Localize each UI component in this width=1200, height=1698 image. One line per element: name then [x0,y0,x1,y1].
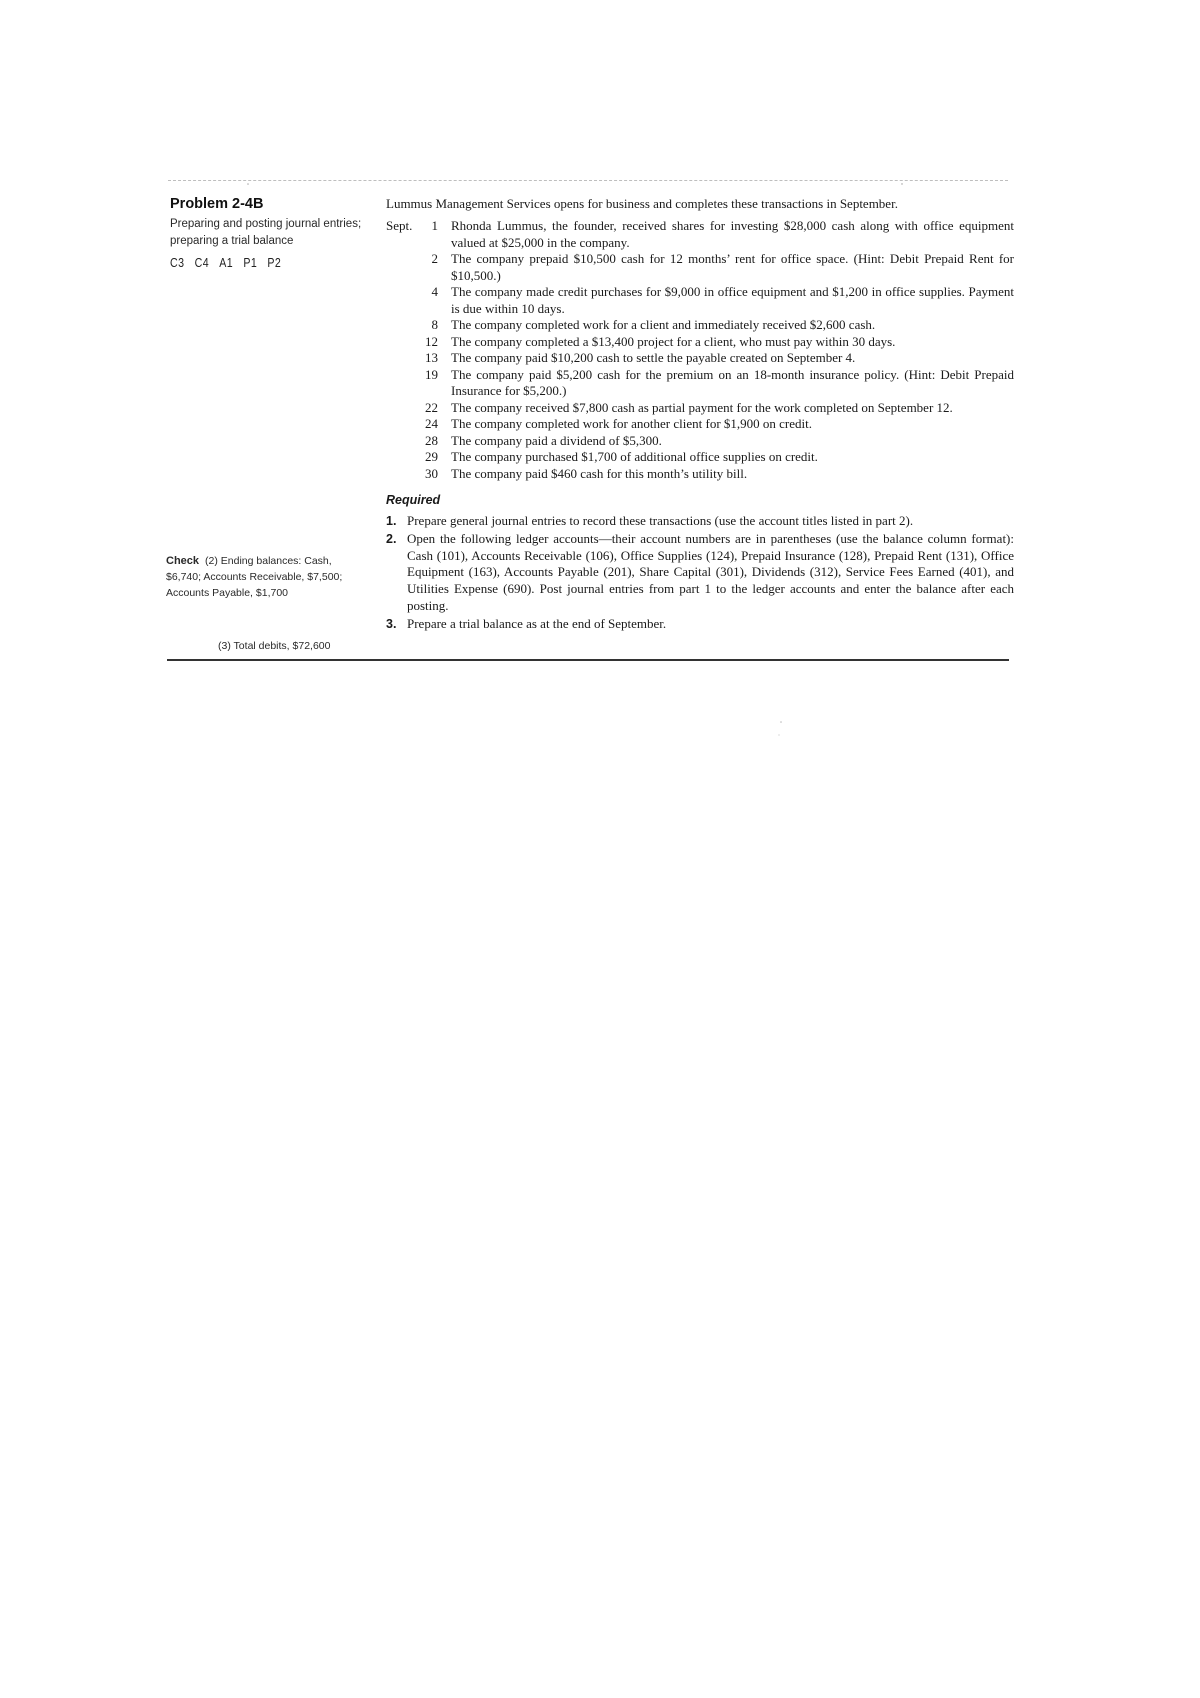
transaction-text: The company received $7,800 cash as partial payment for the work completed on September 12. [451,399,953,415]
transaction-day: 13 [425,350,438,365]
required-item [386,531,1014,615]
learning-objectives [170,256,340,270]
required-item-text: Open the following ledger accounts—their account numbers are in parentheses (use the balance column format): Cash (101), Accounts Receivable (106), Office Supplies (124), Prepaid Insurance (128), Prepaid Rent (131), Office Equipment (163), Accounts Payable (201), Share Capital (301), Dividends (312), Service Fees Earned (401), and Utilities Expense (690). Post journal entries from part 1 to the ledger accounts and enter the balance after each posting. [407,530,1014,613]
transaction-row [386,218,1014,251]
required-item-text: Prepare general journal entries to record these transactions (use the account titles listed in part 2). [407,513,914,528]
required-item-text: Prepare a trial balance as at the end of September. [407,615,667,631]
transaction-text: The company completed work for a client and immediately received $2,600 cash. [451,317,876,332]
transaction-row [386,367,1014,400]
transaction-text: The company paid a dividend of $5,300. [451,432,662,448]
transaction-day: 24 [425,416,438,431]
check-ending-balances: (2) Ending balances: Cash, $6,740; Accounts Receivable, $7,500; Accounts Payable, $1,700 [166,555,343,599]
transaction-row [386,251,1014,284]
transaction-day: 1 [431,218,438,233]
transaction-text: The company completed work for another client for $1,900 on credit. [451,416,812,431]
transaction-text: The company prepaid $10,500 cash for 12 months’ rent for office space. (Hint: Debit Prepaid Rent for $10,500.) [451,251,1014,283]
objective-code: C3 [170,256,185,270]
transaction-row [386,400,1014,417]
objective-code: P1 [243,256,258,270]
transaction-text: The company paid $10,200 cash to settle the payable created on September 4. [451,350,856,365]
transaction-row [386,284,1014,317]
objective-code: P2 [267,256,282,270]
objective-code: A1 [219,256,234,270]
transaction-row [386,317,1014,334]
transaction-text: The company made credit purchases for $9,000 in office equipment and $1,200 in office supplies. Payment is due within 10 days. [451,284,1014,316]
check-label: Check [166,555,200,567]
problem-subtitle: Preparing and posting journal entries; preparing a trial balance [170,218,362,247]
problem-title: Problem 2-4B [170,196,264,212]
transaction-row [386,350,1014,367]
transaction-month: Sept. [386,218,413,233]
top-rule [168,180,1008,181]
required-item [386,513,1014,530]
objective-code: C4 [194,256,210,270]
check-note [166,553,366,601]
transaction-day: 8 [431,317,438,332]
intro-paragraph: Lummus Management Services opens for business and completes these transactions in September. [386,196,898,211]
transaction-day: 29 [425,449,438,464]
transaction-day: 22 [425,399,438,415]
transaction-day: 4 [431,284,438,299]
transaction-row [386,433,1014,450]
required-heading: Required [386,493,441,507]
transaction-row [386,449,1014,466]
transaction-text: The company paid $460 cash for this month’s utility bill. [451,465,748,481]
transaction-day: 19 [425,366,438,382]
transaction-text: The company completed a $13,400 project for a client, who must pay within 30 days. [451,333,896,349]
transaction-day: 12 [425,333,438,349]
transaction-list [386,218,1014,482]
required-item-number: 2. [386,531,397,546]
transaction-text: The company paid $5,200 cash for the premium on an 18-month insurance policy. (Hint: Debit Prepaid Insurance for $5,200.) [451,366,1014,398]
transaction-row [386,416,1014,433]
transaction-day: 2 [431,251,438,266]
required-item-number: 1. [386,514,397,528]
required-item-number: 3. [386,616,397,631]
problem-sidebar [170,196,370,270]
transaction-day: 28 [425,432,438,448]
transaction-day: 30 [425,465,438,481]
transaction-row [386,466,1014,483]
required-item [386,616,1014,633]
transaction-row [386,334,1014,351]
transaction-text: Rhonda Lummus, the founder, received shares for investing $28,000 cash along with office equipment valued at $25,000 in the company. [451,218,1014,250]
check-total-debits: (3) Total debits, $72,600 [218,640,331,652]
problem-body [386,195,1014,634]
transaction-text: The company purchased $1,700 of additional office supplies on credit. [451,449,818,464]
bottom-rule [167,659,1009,661]
